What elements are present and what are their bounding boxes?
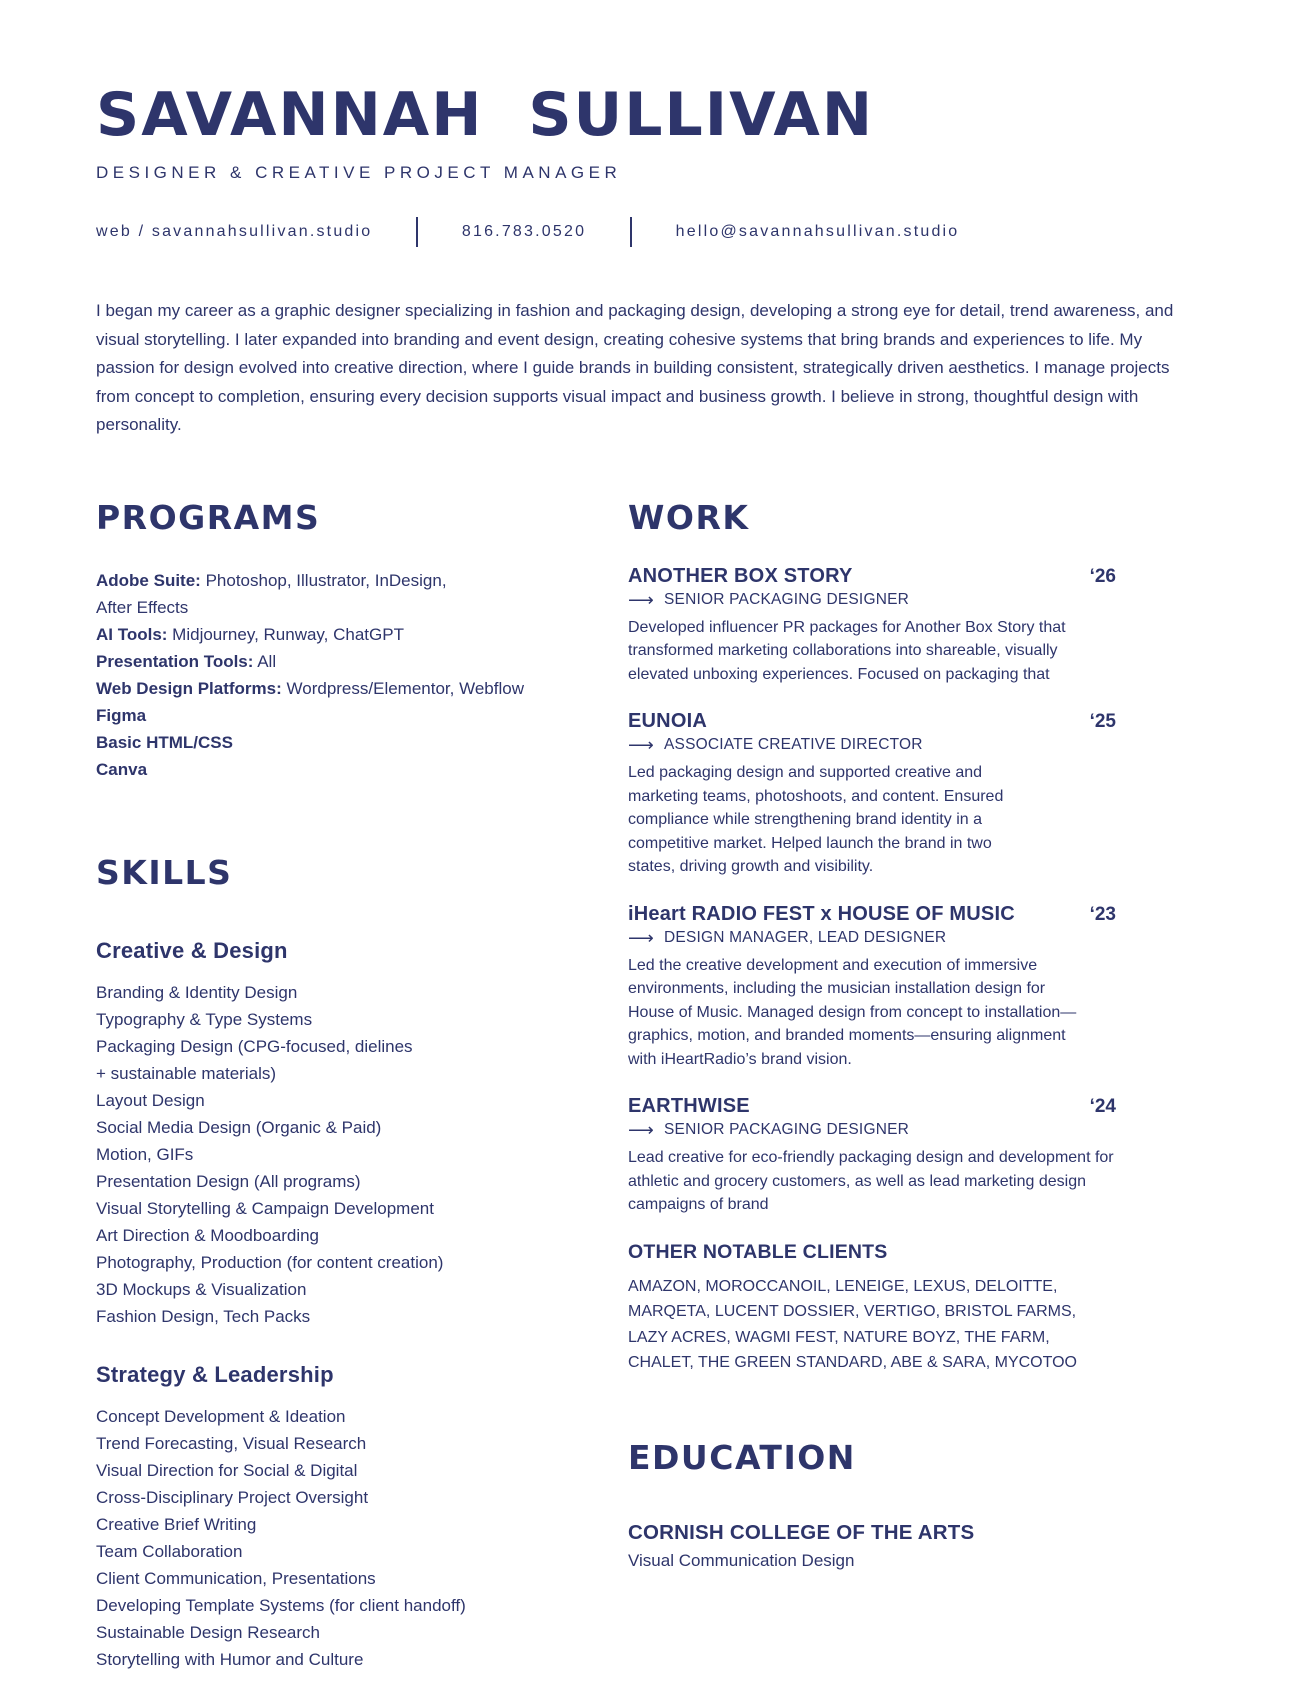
work-role: SENIOR PACKAGING DESIGNER: [664, 590, 910, 608]
divider: [630, 217, 632, 247]
work-entry-header: [628, 1095, 1116, 1118]
work-description: Developed influencer PR packages for Another Box Story that transformed marketing collaborations into shareable, visually elevated unboxing experiences. Focused on packaging that: [628, 618, 1066, 683]
skill-group-title: Creative & Design: [96, 937, 288, 963]
skill-item: Storytelling with Humor and Culture: [96, 1649, 364, 1669]
skill-item: Developing Template Systems (for client handoff): [96, 1595, 466, 1615]
work-year: ‘24: [1089, 1096, 1116, 1117]
phone-text: 816.783.0520: [461, 223, 587, 240]
skill-item: Layout Design: [96, 1090, 205, 1110]
work-description: Led packaging design and supported creative and marketing teams, photoshoots, and content. Ensured compliance while strengthening brand identity in a competitive market. Helped launch the brand in two states, driving growth and visibility.: [628, 764, 1004, 875]
work-role: ASSOCIATE CREATIVE DIRECTOR: [664, 736, 923, 753]
program-item: [96, 567, 556, 594]
work-entry: [628, 903, 1116, 1072]
skill-item: Trend Forecasting, Visual Research: [96, 1433, 367, 1453]
skill-item: Motion, GIFs: [96, 1144, 194, 1164]
program-label: Adobe Suite:: [96, 570, 201, 590]
program-item: [96, 702, 556, 729]
program-value: All: [253, 651, 277, 671]
skill-item: Art Direction & Moodboarding: [96, 1225, 320, 1245]
work-entries: [628, 565, 1116, 1217]
skill-item: Cross-Disciplinary Project Oversight: [96, 1487, 369, 1507]
skill-item: Visual Direction for Social & Digital: [96, 1460, 358, 1480]
work-company: iHeart RADIO FEST x HOUSE OF MUSIC: [628, 902, 1015, 925]
skills-groups: [96, 938, 556, 1673]
right-column: [628, 498, 1116, 1673]
other-clients-list: AMAZON, MOROCCANOIL, LENEIGE, LEXUS, DELOITTE, MARQETA, LUCENT DOSSIER, VERTIGO, BRISTOL FARMS, LAZY ACRES, WAGMI FEST, NATURE BOYZ, THE FARM, CHALET, THE GREEN STANDARD, ABE & SARA, MYCOTOO: [628, 1277, 1077, 1371]
skill-item: Sustainable Design Research: [96, 1622, 320, 1642]
skill-item: Typography & Type Systems: [96, 1009, 313, 1029]
skill-item: Packaging Design (CPG-focused, dielines: [96, 1036, 413, 1056]
skill-item: Creative Brief Writing: [96, 1514, 257, 1534]
other-clients-title: OTHER NOTABLE CLIENTS: [628, 1240, 888, 1263]
website-text: web / savannahsullivan.studio: [96, 223, 373, 240]
work-role-row: [628, 736, 1116, 754]
work-entry-header: [628, 565, 1116, 588]
work-entry-header: [628, 710, 1116, 733]
long-arrow-right-icon: ⟶: [628, 735, 655, 755]
long-arrow-right-icon: ⟶: [628, 1120, 655, 1140]
skill-item: + sustainable materials): [96, 1063, 277, 1083]
left-column: [96, 498, 556, 1673]
program-item: [96, 756, 556, 783]
program-label: Web Design Platforms:: [96, 678, 282, 698]
program-label: Canva: [96, 759, 148, 779]
skill-group: [96, 938, 556, 1330]
work-entry: [628, 565, 1116, 687]
work-description: Lead creative for eco-friendly packaging design and development for athletic and grocery customers, as well as lead marketing design campaigns of brand: [628, 1149, 1114, 1213]
page-title: SAVANNAH SULLIVAN: [96, 80, 875, 150]
program-value: Wordpress/Elementor, Webflow: [281, 678, 524, 698]
skill-group-title: Strategy & Leadership: [96, 1361, 334, 1387]
program-item: [96, 648, 556, 675]
email-text: hello@savannahsullivan.studio: [675, 223, 960, 240]
programs-heading: PROGRAMS: [96, 497, 321, 537]
program-item: [96, 621, 556, 648]
program-value: Photoshop, Illustrator, InDesign,: [200, 570, 447, 590]
work-description: Led the creative development and execution of immersive environments, including the musician installation design for House of Music. Managed design from concept to installation—graphics, motion, and branded moments—ensuring alignment with iHeartRadio’s brand vision.: [628, 956, 1077, 1068]
program-value: Midjourney, Runway, ChatGPT: [167, 624, 404, 644]
long-arrow-right-icon: ⟶: [628, 589, 655, 610]
skill-item: Concept Development & Ideation: [96, 1406, 346, 1426]
work-role: DESIGN MANAGER, LEAD DESIGNER: [664, 928, 947, 946]
education-heading: EDUCATION: [628, 1437, 856, 1477]
skills-heading: SKILLS: [96, 852, 233, 892]
long-arrow-right-icon: ⟶: [628, 927, 655, 948]
skill-item: Presentation Design (All programs): [96, 1171, 361, 1191]
other-clients-section: [628, 1241, 1116, 1376]
program-item: [96, 594, 556, 621]
work-company: EARTHWISE: [628, 1095, 750, 1117]
two-column-layout: [96, 498, 1216, 1673]
work-entry-header: [628, 903, 1116, 926]
work-role: SENIOR PACKAGING DESIGNER: [664, 1121, 910, 1138]
work-role-row: [628, 591, 1116, 609]
work-heading: WORK: [628, 497, 750, 537]
skill-item: Fashion Design, Tech Packs: [96, 1306, 311, 1326]
work-entry: [628, 1095, 1116, 1217]
work-role-row: [628, 1121, 1116, 1139]
work-year: ‘26: [1089, 565, 1116, 587]
program-label: Basic HTML/CSS: [96, 732, 233, 752]
skill-item: Photography, Production (for content creation): [96, 1252, 444, 1272]
program-item: [96, 675, 556, 702]
skill-group: [96, 1362, 556, 1673]
intro-paragraph: I began my career as a graphic designer specializing in fashion and packaging design, developing a strong eye for detail, trend awareness, and visual storytelling. I later expanded into branding and event design, creating cohesive systems that bring brands and experiences to life. My passion for design evolved into creative direction, where I guide brands in building consistent, strategically driven aesthetics. I manage projects from concept to completion, ensuring every decision supports visual impact and business growth. I believe in strong, thoughtful design with personality.: [96, 301, 1174, 434]
work-role-row: [628, 929, 1116, 947]
skill-item: Branding & Identity Design: [96, 982, 298, 1002]
work-company: EUNOIA: [628, 710, 707, 732]
work-entry: [628, 710, 1116, 879]
program-label: Presentation Tools:: [96, 651, 254, 671]
job-subtitle: DESIGNER & CREATIVE PROJECT MANAGER: [96, 163, 622, 182]
skill-item: 3D Mockups & Visualization: [96, 1279, 307, 1299]
program-label: AI Tools:: [96, 624, 168, 644]
education-school: CORNISH COLLEGE OF THE ARTS: [628, 1520, 975, 1544]
work-year: ‘25: [1089, 711, 1116, 732]
contact-row: [96, 217, 1216, 247]
skill-item: Visual Storytelling & Campaign Development: [96, 1198, 434, 1218]
education-section: [628, 1438, 1116, 1571]
skill-list: [96, 1403, 556, 1673]
divider: [416, 217, 418, 247]
skill-item: Client Communication, Presentations: [96, 1568, 376, 1588]
education-degree: Visual Communication Design: [628, 1550, 855, 1570]
work-company: ANOTHER BOX STORY: [628, 564, 853, 587]
work-year: ‘23: [1089, 903, 1116, 925]
program-value: After Effects: [96, 597, 189, 617]
skill-list: [96, 979, 556, 1330]
program-label: Figma: [96, 705, 147, 725]
programs-list: [96, 567, 556, 783]
program-item: [96, 729, 556, 756]
skill-item: Social Media Design (Organic & Paid): [96, 1117, 382, 1137]
skill-item: Team Collaboration: [96, 1541, 243, 1561]
